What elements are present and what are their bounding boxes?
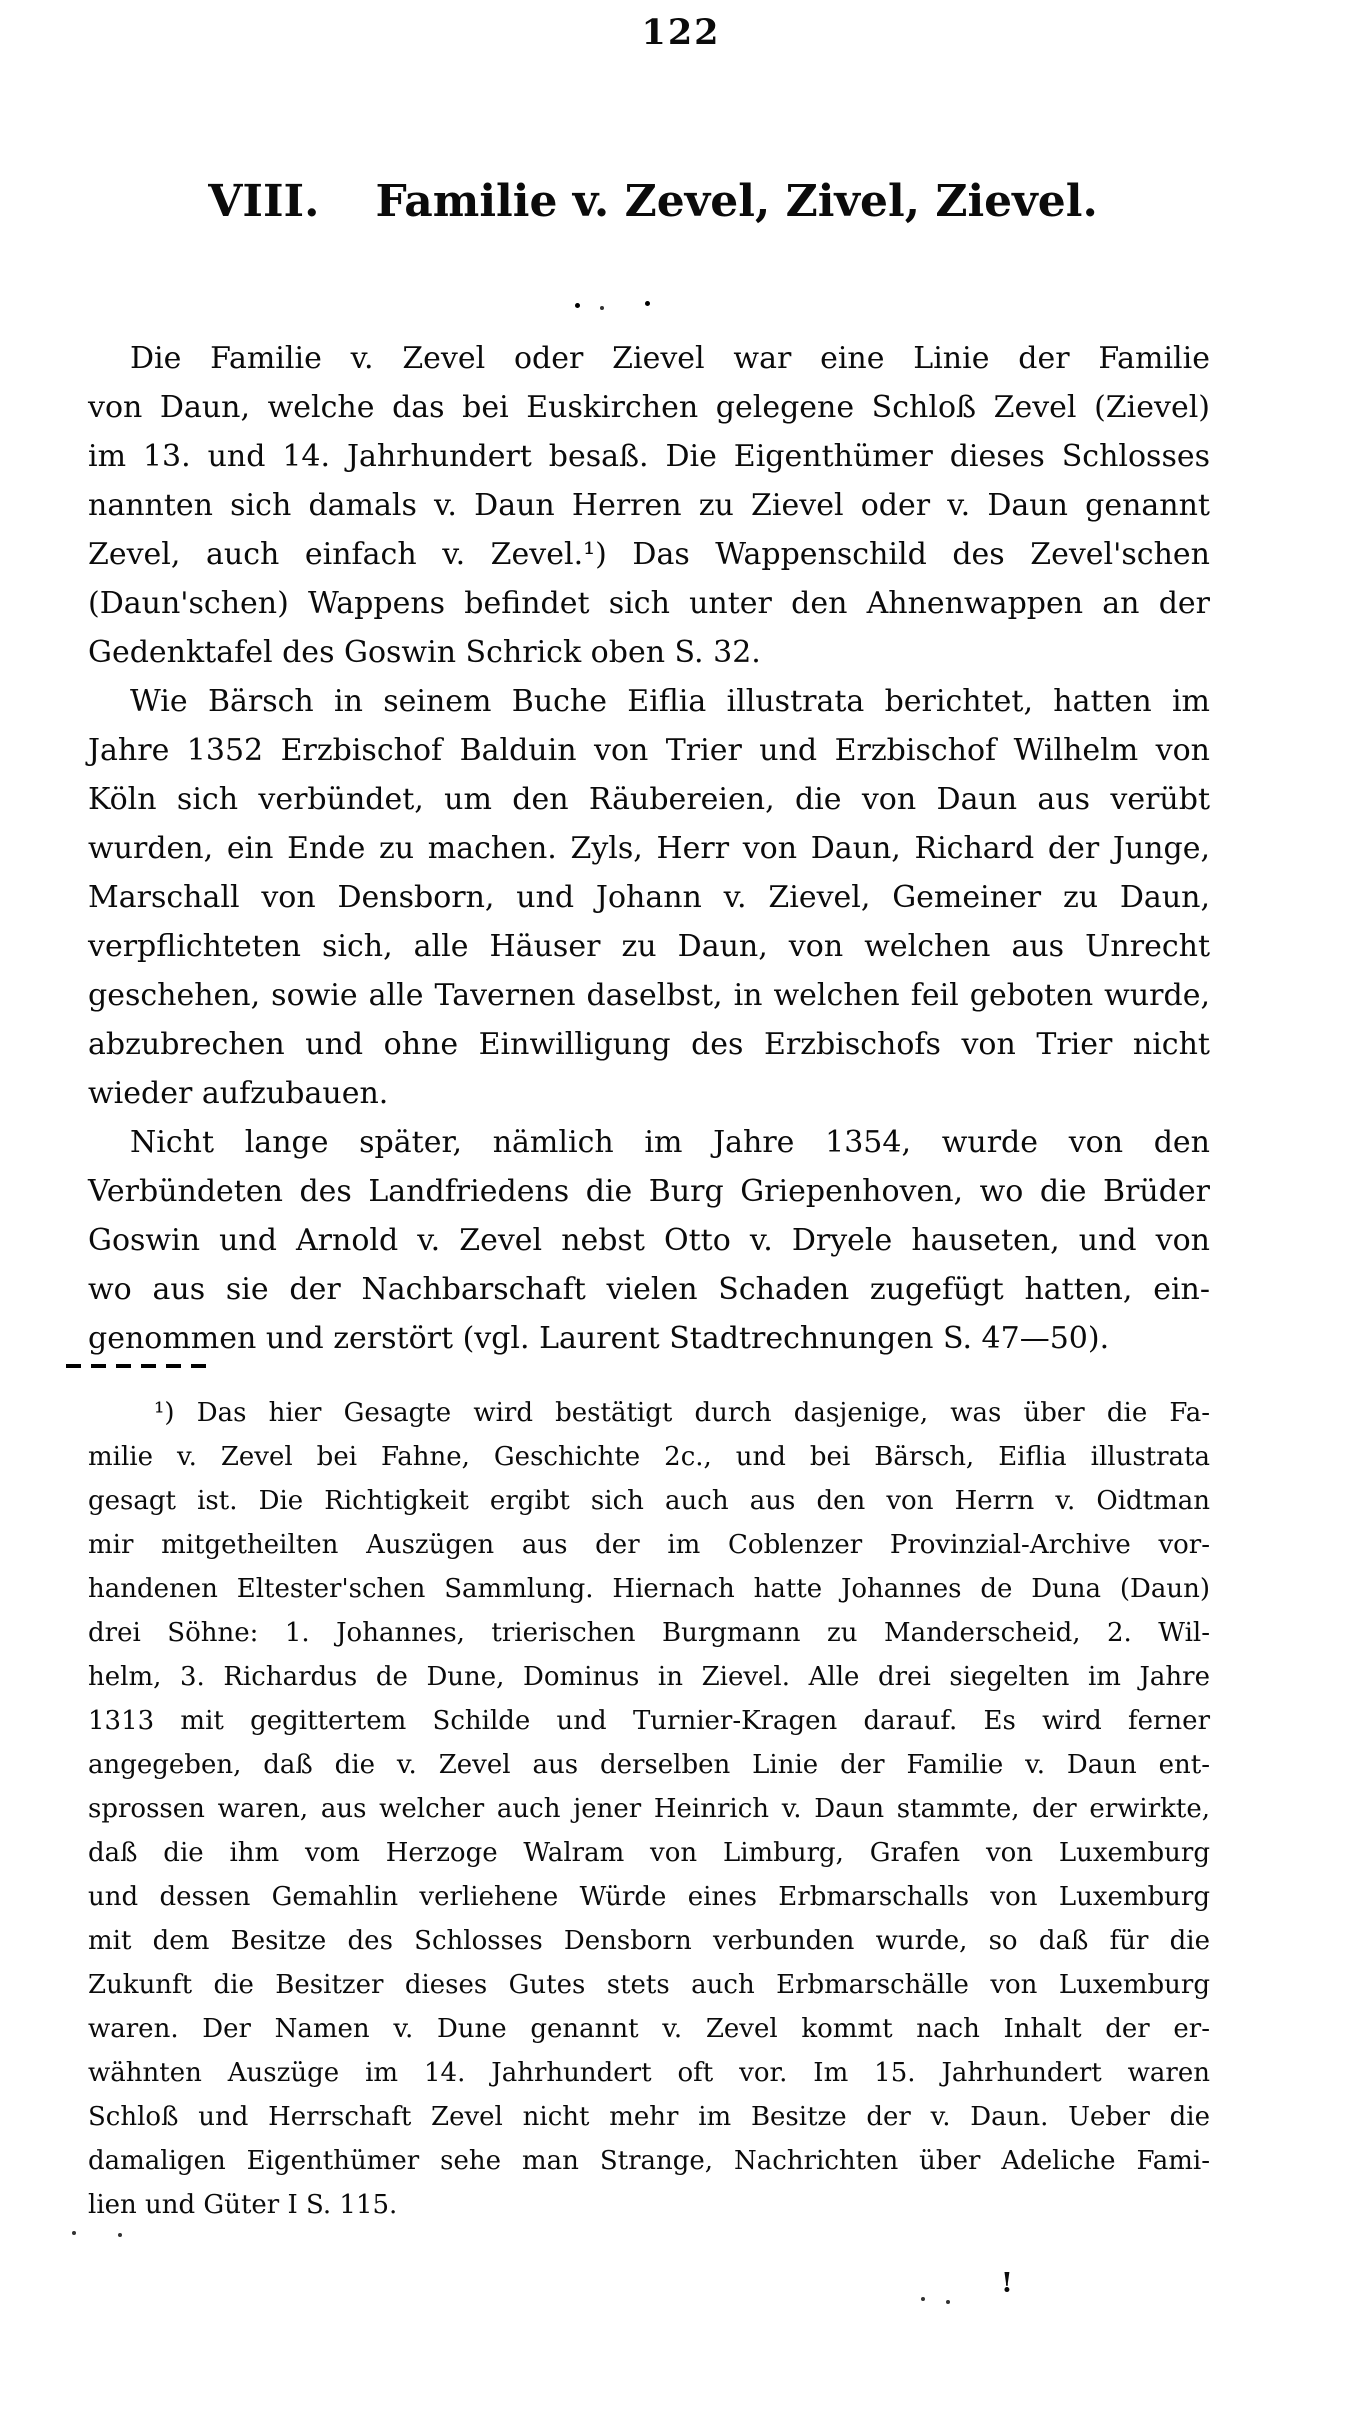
paragraph — [88, 677, 1210, 1118]
footnote-line: Schloß und Herrschaft Zevel nicht mehr im Besitze der v. Daun. Ueber die — [88, 2102, 1210, 2132]
text-line: Nicht lange später, nämlich im Jahre 1354, wurde von den — [130, 1125, 1210, 1160]
text-line: Köln sich verbündet, um den Räubereien, die von Daun aus verübt — [88, 782, 1210, 817]
text-line: Die Familie v. Zevel oder Zievel war eine Linie der Familie — [130, 341, 1210, 376]
heading-title: Familie v. Zevel, Zivel, Zievel. — [375, 176, 1098, 227]
footnote-line: angegeben, daß die v. Zevel aus derselben Linie der Familie v. Daun ent- — [88, 1750, 1210, 1780]
text-line: genommen und zerstört (vgl. Laurent Stadtrechnungen S. 47—50). — [88, 1321, 1110, 1356]
footnote-line: wähnten Auszüge im 14. Jahrhundert oft vor. Im 15. Jahrhundert waren — [88, 2058, 1210, 2088]
footnote-line: und dessen Gemahlin verliehene Würde eines Erbmarschalls von Luxemburg — [88, 1882, 1210, 1912]
text-line: Goswin und Arnold v. Zevel nebst Otto v. Dryele hauseten, und von — [88, 1223, 1210, 1258]
text-line: abzubrechen und ohne Einwilligung des Erzbischofs von Trier nicht — [88, 1027, 1210, 1062]
text-line: geschehen, sowie alle Tavernen daselbst, in welchen feil geboten wurde, — [88, 978, 1210, 1013]
main-text-block — [88, 334, 1210, 1363]
text-line: Zevel, auch einfach v. Zevel.¹) Das Wappenschild des Zevel'schen — [88, 537, 1210, 572]
footnote-line: 1313 mit gegittertem Schilde und Turnier-Kragen darauf. Es wird ferner — [88, 1706, 1210, 1736]
footnote-line: damaligen Eigenthümer sehe man Strange, Nachrichten über Adeliche Fami- — [88, 2146, 1210, 2176]
scan-artifact-dot — [946, 2300, 950, 2304]
footnote-line: helm, 3. Richardus de Dune, Dominus in Zievel. Alle drei siegelten im Jahre — [88, 1662, 1210, 1692]
footnote-line: sprossen waren, aus welcher auch jener Heinrich v. Daun stammte, der erwirkte, — [88, 1794, 1210, 1824]
footnote-line: handenen Eltester'schen Sammlung. Hiernach hatte Johannes de Duna (Daun) — [88, 1574, 1210, 1604]
footnote-line: gesagt ist. Die Richtigkeit ergibt sich auch aus den von Herrn v. Oidtman — [88, 1486, 1210, 1516]
footnote-line: lien und Güter I S. 115. — [88, 2190, 398, 2220]
paragraph — [88, 1118, 1210, 1363]
text-line: Marschall von Densborn, und Johann v. Zievel, Gemeiner zu Daun, — [88, 880, 1210, 915]
scan-artifact-dot — [118, 2233, 122, 2237]
footnote-line: drei Söhne: 1. Johannes, trierischen Burgmann zu Manderscheid, 2. Wil- — [88, 1618, 1210, 1648]
section-heading — [0, 176, 1334, 227]
text-line: wieder aufzubauen. — [88, 1076, 389, 1111]
text-line: wurden, ein Ende zu machen. Zyls, Herr von Daun, Richard der Junge, — [88, 831, 1210, 866]
text-line: wo aus sie der Nachbarschaft vielen Schaden zugefügt hatten, ein- — [88, 1272, 1210, 1307]
footnote-line: Zukunft die Besitzer dieses Gutes stets auch Erbmarschälle von Luxemburg — [88, 1970, 1210, 2000]
paragraph — [88, 334, 1210, 677]
footnote-line: waren. Der Namen v. Dune genannt v. Zevel kommt nach Inhalt der er- — [88, 2014, 1210, 2044]
heading-numeral: VIII. — [208, 176, 320, 227]
scan-artifact-dot — [645, 301, 650, 306]
footnote-line: ¹) Das hier Gesagte wird bestätigt durch dasjenige, was über die Fa- — [154, 1398, 1210, 1428]
scan-artifact-dot — [600, 306, 604, 310]
footnote-block — [88, 1391, 1210, 2227]
text-line: verpflichteten sich, alle Häuser zu Daun, von welchen aus Unrecht — [88, 929, 1210, 964]
text-line: Verbündeten des Landfriedens die Burg Griepenhoven, wo die Brüder — [88, 1174, 1210, 1209]
page-number: 122 — [641, 12, 721, 53]
scan-artifact-dot — [575, 303, 580, 308]
footnote-line: mit dem Besitze des Schlosses Densborn verbunden wurde, so daß für die — [88, 1926, 1210, 1956]
text-line: von Daun, welche das bei Euskirchen gelegene Schloß Zevel (Zievel) — [88, 390, 1210, 425]
text-line: nannten sich damals v. Daun Herren zu Zievel oder v. Daun genannt — [88, 488, 1210, 523]
text-line: Wie Bärsch in seinem Buche Eiflia illustrata berichtet, hatten im — [130, 684, 1210, 719]
text-line: (Daun'schen) Wappens befindet sich unter den Ahnenwappen an der — [88, 586, 1210, 621]
scan-artifact-dot — [72, 2231, 76, 2235]
text-line: Gedenktafel des Goswin Schrick oben S. 32. — [88, 635, 761, 670]
scan-artifact-mark: ! — [1001, 2268, 1013, 2299]
text-line: Jahre 1352 Erzbischof Balduin von Trier und Erzbischof Wilhelm von — [88, 733, 1210, 768]
footnote-line: milie v. Zevel bei Fahne, Geschichte 2c., und bei Bärsch, Eiflia illustrata — [88, 1442, 1210, 1472]
footnote-line: daß die ihm vom Herzoge Walram von Limburg, Grafen von Luxemburg — [88, 1838, 1210, 1868]
scan-artifact-dot — [921, 2297, 925, 2301]
footnote-separator — [66, 1364, 208, 1368]
footnote-line: mir mitgetheilten Auszügen aus der im Coblenzer Provinzial-Archive vor- — [88, 1530, 1210, 1560]
text-line: im 13. und 14. Jahrhundert besaß. Die Eigenthümer dieses Schlosses — [88, 439, 1210, 474]
